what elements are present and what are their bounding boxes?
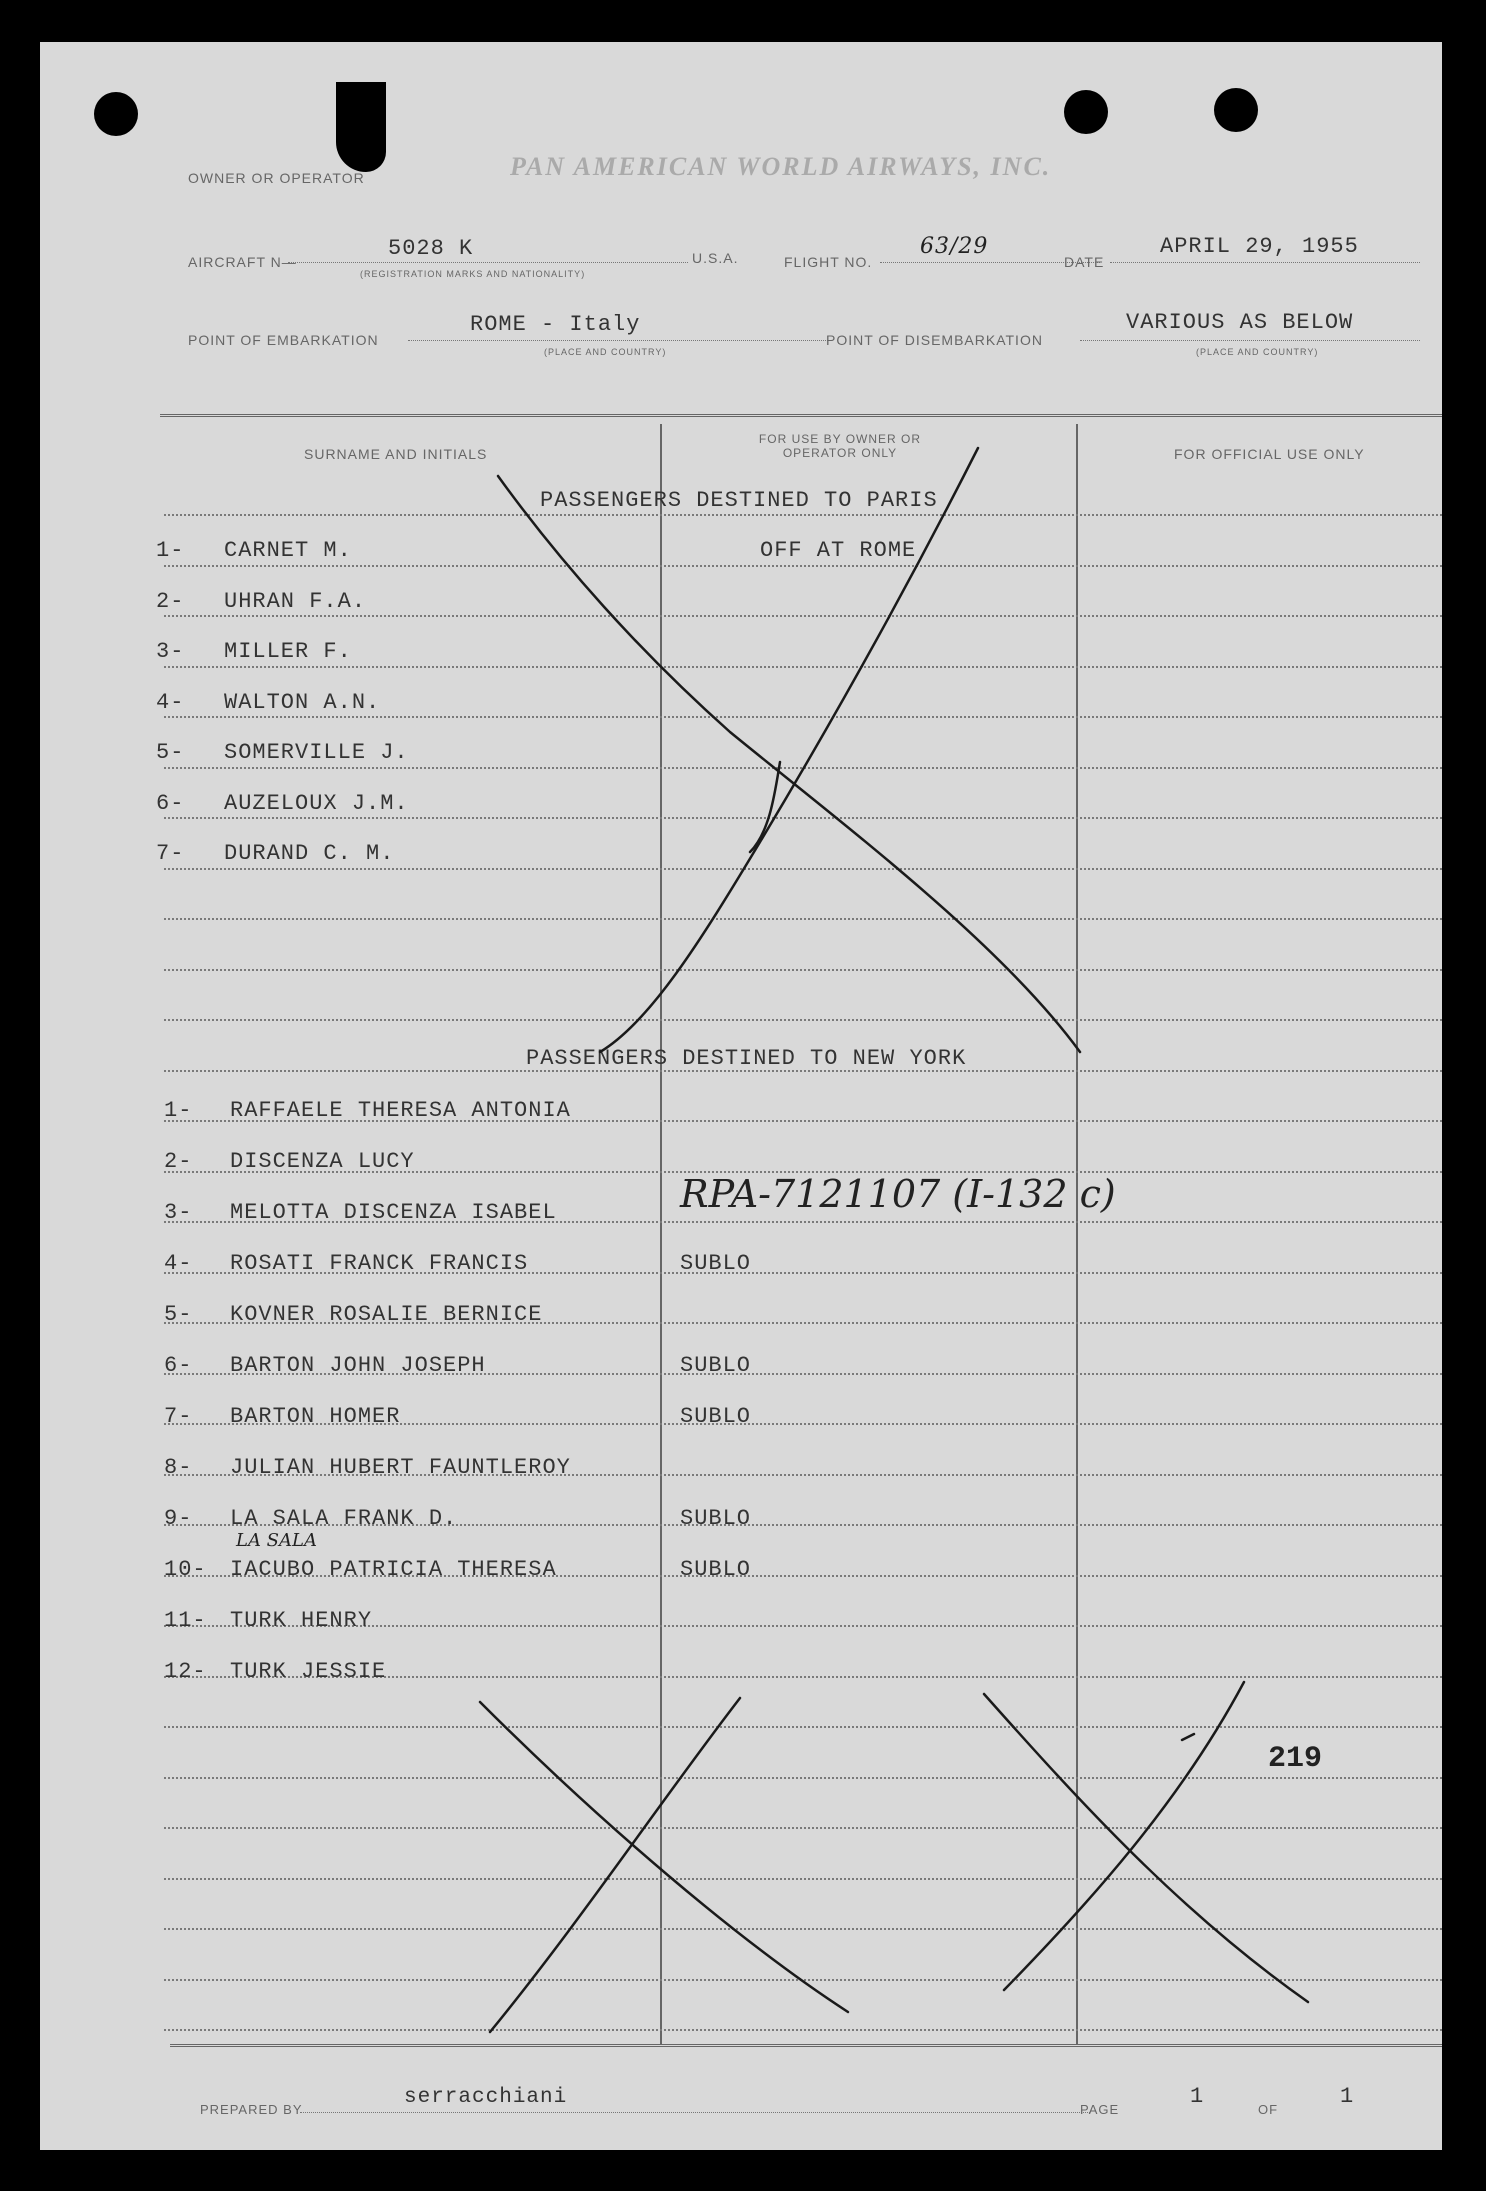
passenger-name: MELOTTA DISCENZA ISABEL — [230, 1200, 557, 1225]
prepared-by-label: PREPARED BY — [200, 2102, 303, 2117]
passenger-number: 2- — [164, 1149, 193, 1174]
passenger-name: BARTON HOMER — [230, 1404, 401, 1429]
passenger-number: 6- — [156, 790, 185, 816]
passenger-number: 3- — [164, 1200, 193, 1225]
flight-number: 63/29 — [920, 234, 989, 259]
passenger-number: 7- — [156, 841, 185, 866]
usa-label: U.S.A. — [692, 250, 739, 266]
passenger-number: 7- — [164, 1404, 193, 1429]
passenger-note: SUBLO — [680, 1506, 752, 1531]
passenger-note: SUBLO — [680, 1251, 752, 1276]
passenger-name: AUZELOUX J.M. — [224, 790, 409, 816]
col-owner-header: FOR USE BY OWNER OR OPERATOR ONLY — [758, 432, 922, 460]
flight-date: APRIL 29, 1955 — [1160, 234, 1359, 259]
section-note-paris: OFF AT ROME — [760, 538, 917, 563]
aircraft-caption: (REGISTRATION MARKS AND NATIONALITY) — [360, 269, 586, 279]
embarkation-caption: (PLACE AND COUNTRY) — [544, 347, 667, 357]
disembarkation-place: VARIOUS AS BELOW — [1126, 310, 1354, 335]
passenger-name: RAFFAELE THERESA ANTONIA — [230, 1098, 571, 1123]
stamp-number: 219 — [1268, 1742, 1323, 1776]
disembarkation-caption: (PLACE AND COUNTRY) — [1196, 347, 1319, 357]
passenger-name: SOMERVILLE J. — [224, 740, 409, 765]
passenger-note: SUBLO — [680, 1404, 752, 1429]
passenger-name: CARNET M. — [224, 538, 352, 563]
passenger-number: 5- — [156, 740, 185, 765]
prepared-by-value: serracchiani — [404, 2086, 568, 2109]
passenger-name: LA SALA FRANK D. — [230, 1506, 458, 1531]
passenger-number: 1- — [164, 1098, 193, 1123]
passenger-number: 10- — [164, 1557, 207, 1582]
passenger-name: TURK JESSIE — [230, 1659, 387, 1684]
passenger-note: SUBLO — [680, 1353, 752, 1378]
col-official-header: FOR OFFICIAL USE ONLY — [1174, 446, 1365, 462]
cross-out-marks — [40, 42, 1442, 2150]
handwritten-correction: LA SALA — [236, 1530, 317, 1551]
passenger-number: 12- — [164, 1659, 207, 1684]
passenger-number: 4- — [156, 689, 185, 715]
passenger-name: ROSATI FRANCK FRANCIS — [230, 1251, 529, 1276]
aircraft-number: 5028 K — [388, 236, 474, 261]
of-label: OF — [1258, 2102, 1279, 2117]
passenger-name: MILLER F. — [224, 639, 352, 664]
passenger-number: 11- — [164, 1608, 207, 1633]
page-label: PAGE — [1080, 2102, 1120, 2117]
embarkation-label: POINT OF EMBARKATION — [188, 332, 379, 348]
passenger-name: WALTON A.N. — [224, 689, 381, 715]
passenger-number: 1- — [156, 538, 185, 563]
passenger-number: 2- — [156, 588, 185, 614]
handwritten-reference: RPA-7121107 (I-132 c) — [680, 1172, 1116, 1216]
carrier-name: PAN AMERICAN WORLD AIRWAYS, INC. — [510, 152, 1052, 181]
disembarkation-label: POINT OF DISEMBARKATION — [826, 332, 1043, 348]
flight-label: FLIGHT NO. — [784, 254, 873, 270]
date-label: DATE — [1064, 254, 1105, 270]
section-title-newyork: PASSENGERS DESTINED TO NEW YORK — [526, 1046, 967, 1071]
passenger-number: 9- — [164, 1506, 193, 1531]
page-total: 1 — [1340, 2084, 1355, 2109]
embarkation-place: ROME - Italy — [470, 312, 641, 337]
passenger-name: UHRAN F.A. — [224, 588, 367, 614]
owner-label: OWNER OR OPERATOR — [188, 170, 365, 186]
passenger-number: 6- — [164, 1353, 193, 1378]
passenger-name: DISCENZA LUCY — [230, 1149, 415, 1174]
passenger-name: JULIAN HUBERT FAUNTLEROY — [230, 1455, 571, 1480]
passenger-number: 8- — [164, 1455, 193, 1480]
passenger-number: 3- — [156, 639, 185, 664]
aircraft-label: AIRCRAFT N— — [188, 254, 297, 270]
passenger-name: KOVNER ROSALIE BERNICE — [230, 1302, 543, 1327]
passenger-name: DURAND C. M. — [224, 841, 395, 866]
page-number: 1 — [1190, 2084, 1205, 2109]
passenger-name: TURK HENRY — [230, 1608, 373, 1633]
passenger-number: 4- — [164, 1251, 193, 1276]
manifest-page — [40, 42, 1442, 2150]
col-surname-header: SURNAME AND INITIALS — [304, 446, 488, 462]
section-title-paris: PASSENGERS DESTINED TO PARIS — [540, 488, 938, 513]
passenger-number: 5- — [164, 1302, 193, 1327]
passenger-name: BARTON JOHN JOSEPH — [230, 1353, 486, 1378]
passenger-name: IACUBO PATRICIA THERESA — [230, 1557, 557, 1582]
passenger-note: SUBLO — [680, 1557, 752, 1582]
